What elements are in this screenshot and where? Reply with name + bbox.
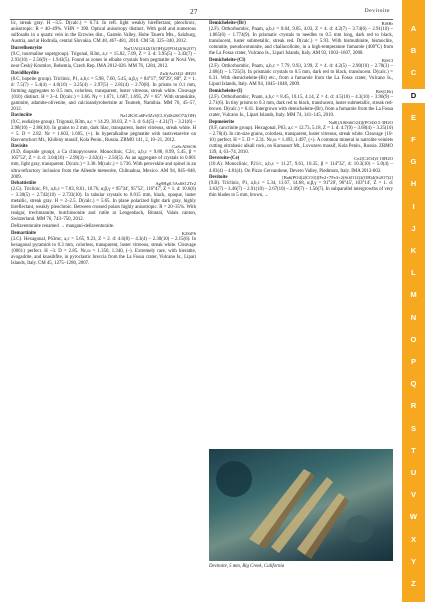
mineral-name: Demicheleite-(I) xyxy=(209,88,243,94)
index-letter-e[interactable]: E xyxy=(410,112,417,122)
mineral-name: Durrelhenryite xyxy=(11,45,43,51)
mineral-entry xyxy=(11,46,196,70)
mineral-description: (2.G). Triclinic, P1, a,b,c = 7.83, 8.61, 10.76, α,β,γ = 95°34', 95°52', 116°47', Z = 1. d: 10.6(6) – 3.30(5) – 2.742(10) – 2.733(10). In tabular crystals to 0.015 mm, black, opaque, luster metallic, streak gray. H = 2–2.5. D(calc.) = 5.65. In plane polarized light dark gray, highly bireflectant, weakly pleochroic. Between crossed polars highly anisotropic. R = 20–35%. With realgar, trechmannite, hutchinsonite and rutile at Lengenbach, Binntal, Valais canton, Switzerland. MM 76, 743–750, 2012. xyxy=(11,187,196,223)
page-number: 27 xyxy=(190,7,198,16)
mineral-photo xyxy=(209,449,393,561)
index-letter-f[interactable]: F xyxy=(411,135,416,144)
index-letter-p[interactable]: P xyxy=(410,357,417,366)
mineral-description: (3.C). Hexagonal, P63mc, a,c = 5.65, 9.23, Z = 2. d: 4.6(8) – 4.3(4) – 2.30(10) – 2.15(6). In hexagonal pyramids to 0.3 mm, colorless, transparent, luster vitreous, streak white. Cleavage {0001} perfect. H ~3. D = 2.85. Nε,ω = 1.350, 1.340, (–). Extremely rare, with hieratite, avogadrite, and knasibfite, in pyroclastic breccia from the La Fossa crater, Vulcano Is., Lipari Islands, Italy. CM 45, 1275–1280, 2007. xyxy=(11,236,196,266)
text-paragraph: lic, streak gray. H ~3.5. D(calc.) = 6.74. In refl. light weakly bireflectant, pleochroic, anisotropic. R = 40–49%. VHN = 390. Optical anisotropy distinct. With gold and numerous sulfosalts in a quartz vein in the Erzwies dist., Gastein Valley, Hohe Tauern Mts., Salzburg, Austria, and at Hodruša, central Slovakia. CM 48, 467–481, 2010. CM 50, 325–340, 2012. xyxy=(11,21,196,45)
index-letter-g[interactable]: G xyxy=(410,157,417,167)
mineral-description: (2.F). Orthorhombic, Pnam, a,b,c = 8.04, 9.85, 4.03, Z = 4. d: 4.2(7) – 3.74(6) – 2.91(10) – 1.865(6) – 1.774(9). In prismatic crystals to needles to 0.5 mm long, dark red to black, translucent, luster submetallic, streak red. D(calc.) = 5.93. With bismuthinite, bismoclite, cotunnite, pseudocotunnite, and challacolloite, in a high-temperature fumarole (400°C) from the La Fossa crater, Vulcano Is., Lipari Islands, Italy. AM 93, 1603–1607, 2008. xyxy=(209,27,393,57)
mineral-formula: CaScAlSiO6 xyxy=(172,144,196,150)
mineral-formula: [Ba6(PO4)2(CO3)][Fe2+7Fe3+2(Si4O12)2(OH)4(Si2O7)2] xyxy=(282,175,393,181)
index-letter-x[interactable]: X xyxy=(410,534,417,544)
mineral-entry xyxy=(11,181,196,223)
mineral-description: (9.F, cancrinite group). Hexagonal, P63, a,c = 12.73, 5.18, Z = 1. d: 4.7(9) – 3.68(4) – 3.25(10) – 2.76(4). In cm-size grains, colorless, transparent, luster vitreous, streak white. Cleavage {10-10} perfect. H = 5. D = 2.31. Nε,ω = 1.493, 1.497, (+). A common mineral in natrolite veinlets cutting ultrabasic alkali rock, on Karnasurt Mt., Lovozero massif, Kola Penin., Russia. ZRMO 139, 4, 63–74, 2010. xyxy=(209,125,393,155)
right-column xyxy=(209,21,393,200)
index-letter-r[interactable]: R xyxy=(410,401,417,411)
mineral-description: (10.A). Monoclinic, P21/c, a,b,c = 11.27, 9.61, 10.35, β = 114°32', d: 10.3(10) – 5.0(4) – 4.83(4) – 4.81(4). On Pizzo Cervandone, Devero Valley, Piedmont, Italy. IMA 2013-003. xyxy=(209,162,393,174)
mineral-formula: Na(UAl)2Al2(O(OH))2(PO4)2(Si2O7) xyxy=(123,45,196,51)
mineral-entry xyxy=(209,89,393,119)
mineral-formula: Na8[(Al6Si6O24)](PO4)0.5·3H2O xyxy=(328,119,393,125)
mineral-formula: BiSBr xyxy=(381,21,393,26)
page-header xyxy=(10,7,393,20)
mineral-name: Davidlloydite xyxy=(11,70,39,76)
mineral-entry xyxy=(209,156,393,174)
mineral-description: (9.C, eudialyte group). Trigonal, R3m, a,c = 14.29, 30.03, Z = 3. d: 6.4(5) – 4.31(7) – 3.21(6) – 2.98(10) – 2.86(10). In grains to 2 mm, dark lilac, transparent, luster vitreous, streak white. H = 5. D = 2.82. Nε = 1.603, 1.605, (+). In hyperalkaline pegmatite with rastsvetaevite on Rasvumchorr Mt., Khibiny massif, Kola Penin., Russia. ZRMO 141, 2, 10–21, 2012. xyxy=(11,119,196,143)
mineral-formula: BiS(I,Br) xyxy=(375,88,393,94)
index-letter-h[interactable]: H xyxy=(410,179,417,189)
mineral-name: Depmeierite xyxy=(209,119,235,125)
index-letter-c[interactable]: C xyxy=(410,68,417,78)
index-letter-d[interactable]: D xyxy=(402,89,425,103)
mineral-name: Demicheleite-(Br) xyxy=(209,21,246,26)
mineral-name: Deveroite-(Ce) xyxy=(209,156,240,162)
mineral-name: Demicheleite-(Cl) xyxy=(209,57,246,63)
mineral-name: Demartinite xyxy=(11,230,37,236)
alphabet-index-sidebar xyxy=(402,0,425,602)
index-letter-l[interactable]: L xyxy=(411,268,416,278)
mineral-description: (9.B). Triclinic, P1, a,b,c = 5.34, 11.67, 14.68, α,β,γ = 91°20', 96°45', 103°14', Z = 1. d: 3.63(7) – 3.46(7) – 2.91(10) – 2.67(10) – 2.09(7) – 1.56(7). In subparallel intergrowths of very thin blades to 5 mm, brown, ... xyxy=(209,181,393,199)
mineral-entry xyxy=(11,113,196,143)
mineral-formula: BiSCl xyxy=(381,57,393,63)
mineral-description: (2.F). Orthorhombic, Pnam, a,b,c = 8.45, 10.15, 4.14, Z = 4. d: 4.5(10) – 4.3(10) – 3.96(9) – 2.71(6). In tiny prisms to 0.3 mm, dark red to black, translucent, luster submetallic, streak red-brown. D(calc.) = 6.41. Intergrown with demicheleite-(Br), from a fumarole from the La Fossa crater, Vulcano Is., Lipari Islands, Italy. MM 74, 141–145, 2010. xyxy=(209,94,393,118)
mineral-entry xyxy=(209,120,393,156)
mineral-entry xyxy=(11,231,196,267)
mineral-name: Devitoite xyxy=(209,175,228,181)
mineral-description: (8.C, hopeite group). Triclinic, P1, a,b,c = 5.98, 7.60, 5.45, α,β,γ = 84°17', 90°29', 88°, Z = 1. d: 7.5(7) – 5.4(4) – 4.6(10) – 3.25(4) – 2.97(5) – 2.81(4) – 2.70(8). In prisms to 0.1 mm, forming aggregates to 0.5 mm, colorless, transparent, luster vitreous, streak white. Cleavage {010} distinct. H = 3–4. D(calc.) = 3.66. Nγ = 1.671, 1.687, 1.695, 2V = 65°. With stranskiite, gaminite, adamite-olivenite, and calcioandyrobertsite at Tsumeb, Namibia. MM 76, 45–57, 2012. xyxy=(11,76,196,112)
index-letter-w[interactable]: W xyxy=(409,512,418,522)
index-letter-o[interactable]: O xyxy=(410,334,417,344)
mineral-entry xyxy=(11,71,196,113)
mineral-description: (9.C, tourmaline supergroup). Trigonal, R3m, a,c = 15.82, 7.09, Z = 3. d: 3.95(5) – 3.43(7) – 2.93(10) – 2.56(9) – 1.943(5). Found as zones in elbaite crystals from pegmatite at Nová Ves, near Český Krumlov, Bohemia, Czech Rep. IMA 2012-026. MM 76, 1284, 2012. xyxy=(11,51,196,69)
index-letter-i[interactable]: I xyxy=(412,201,415,211)
index-letter-s[interactable]: S xyxy=(410,423,417,433)
index-letter-b[interactable]: B xyxy=(410,46,417,56)
index-letter-m[interactable]: M xyxy=(410,290,417,300)
mineral-formula: Ce2(C2O4)3·10H2O xyxy=(354,156,393,162)
index-letter-u[interactable]: U xyxy=(410,468,417,477)
photo-caption: Devitoite, 5 mm, Big Creek, California xyxy=(209,564,285,569)
mineral-entry xyxy=(209,175,393,199)
index-letter-n[interactable]: N xyxy=(410,312,417,322)
mineral-formula: Na12K3Ca6Fe3Zr3(Cl,S)4Si26O72(OH) xyxy=(120,113,196,119)
mineral-name: Debattistiite xyxy=(11,181,37,187)
index-letter-z[interactable]: Z xyxy=(411,579,416,588)
mineral-entry xyxy=(11,144,196,180)
running-head: Devitoite xyxy=(364,8,390,14)
mineral-name: Davisite xyxy=(11,144,28,150)
mineral-entry xyxy=(209,58,393,88)
index-letter-a[interactable]: A xyxy=(410,24,417,33)
mineral-photo-art xyxy=(209,449,393,561)
index-letter-y[interactable]: Y xyxy=(410,556,417,566)
left-column xyxy=(11,21,196,268)
mineral-description: (9.D, diopside group), a Ca clinopyroxene. Monoclinic, C2/c, a,b,c = 9.88, 8.99, 5.45, β = 105°52', Z = 4. d: 3.04(10) – 2.99(3) – 2.62(4) – 2.56(5). As an aggregate of crystals to 0.001 mm, light gray, transparent. D(calc.) = 3.38. M(calc.) = 1.736. With perovskite and spinel in an ultra-refractory inclusion from the Allende meteorite, Chihuahua, Mexico. AM 94, 845–848, 2009. xyxy=(11,150,196,180)
mineral-description: (2.F). Orthorhombic, Pnam, a,b,c = 7.79, 9.93, 3.99, Z = 4. d: 4.2(5) – 2.90(10) – 2.78(3) – 2.68(4) – 1.725(3). In prismatic crystals to 0.5 mm, dark red to black, translucent. D(calc.) = 6.31. With demicheleite-(Br) etc., from a fumarole from the La Fossa crater, Vulcano Is., Lipari Islands, Italy. AM 94, 1045–1048, 2009. xyxy=(209,63,393,88)
mineral-entry xyxy=(209,21,393,57)
mineral-name: Davinciite xyxy=(11,113,32,119)
index-letter-j[interactable]: J xyxy=(411,223,416,233)
index-letter-v[interactable]: V xyxy=(410,490,417,500)
mineral-formula: K2SiF6 xyxy=(181,230,196,236)
index-letter-t[interactable]: T xyxy=(411,445,416,455)
index-letter-q[interactable]: Q xyxy=(410,379,417,389)
text-paragraph: Dellaventuraite renamed → mangani-dellaventuraite. xyxy=(11,224,115,230)
index-letter-k[interactable]: K xyxy=(410,246,417,255)
mineral-formula: Zn3(AsO4)2·4H2O xyxy=(159,70,196,76)
mineral-formula: Ag9Hg0.5As6S12Te2 xyxy=(155,181,196,187)
